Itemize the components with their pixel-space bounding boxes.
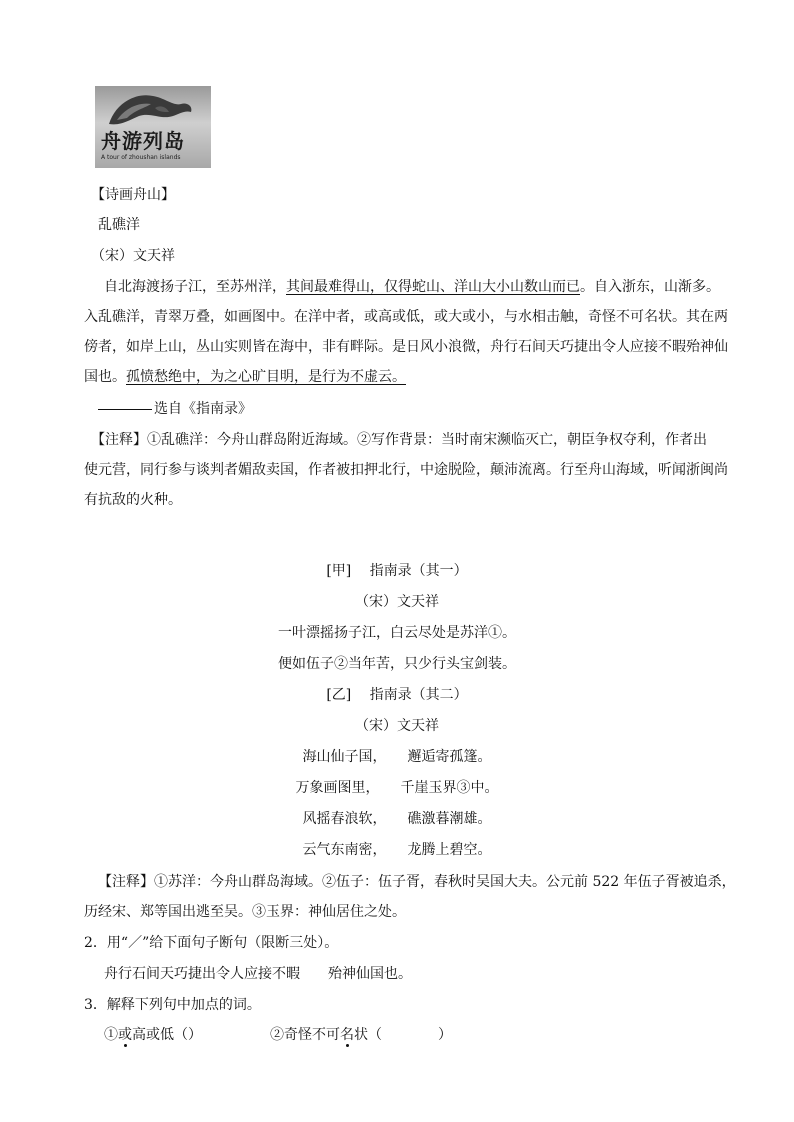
poem-yi-title: [乙] 指南录（其二）	[326, 687, 468, 703]
q3-item2-dotted-word: 名	[340, 1027, 354, 1043]
section-header: 【诗画舟山】	[91, 187, 175, 203]
poem1-line4	[84, 366, 406, 388]
note1-line1: 【注释】①乱礁洋：今舟山群岛附近海域。②写作背景：当时南宋濒临灭亡，朝臣争权夺利，作者出	[91, 432, 707, 448]
logo-subtitle: A tour of zhoushan islands	[101, 154, 181, 161]
poem-yi-line2: 万象画图里， 千崖玉界③中。	[295, 780, 499, 796]
poem-jia-line2: 便如伍子②当年苦，只少行头宝剑装。	[278, 656, 516, 672]
question2-sentence: 舟行石间天巧捷出令人应接不暇 殆神仙国也。	[104, 966, 412, 982]
q3-item1-pre: ①	[104, 1027, 118, 1043]
poem1-source-text: 选自《指南录》	[154, 401, 252, 417]
poem-yi-line3: 风摇春浪软， 礁激暮潮雄。	[302, 811, 492, 827]
poem1-line1-b: 。自入浙东，山渐多。	[580, 279, 720, 295]
poem-yi-author: （宋）文天祥	[355, 718, 439, 734]
note1-line3: 有抗敌的火种。	[84, 492, 182, 508]
logo-title: 舟游列岛	[101, 129, 185, 153]
poem1-title: 乱礁洋	[98, 217, 140, 233]
poem-jia-title: [甲] 指南录（其一）	[326, 563, 468, 579]
question3-item2	[270, 1024, 452, 1046]
poem1-line2: 入乱礁洋，青翠万叠，如画图中。在洋中者，或高或低，或大或小，与水相击触，奇怪不可名状。其在两	[84, 309, 728, 325]
poem-jia-line1: 一叶漂摇扬子江，白云尽处是苏洋①。	[278, 625, 516, 641]
question2-prompt: 2．用“／”给下面句子断句（限断三处）。	[84, 935, 339, 951]
poem-jia-author: （宋）文天祥	[355, 594, 439, 610]
q3-item1-dotted-word: 或	[118, 1027, 132, 1043]
q3-item2-post: 状（ ）	[354, 1027, 452, 1043]
poem1-line1	[104, 276, 720, 298]
poem-yi-line4: 云气东南密， 龙腾上碧空。	[302, 842, 492, 858]
source-blank[interactable]	[98, 408, 152, 410]
poem1-line3: 傍者，如岸上山，丛山实则皆在海中，非有畔际。是日风小浪微，舟行石间天巧捷出令人应接不暇殆神仙	[84, 339, 728, 355]
question3-prompt: 3．解释下列句中加点的词。	[84, 997, 261, 1013]
poem-yi-line1: 海山仙子国， 邂逅寄孤篷。	[302, 749, 492, 765]
zhoushan-logo-image	[95, 86, 211, 168]
q3-item2-pre: ②奇怪不可	[270, 1027, 340, 1043]
poem1-line1-underlined: 其间最难得山，仅得蛇山、洋山大小山数山而已	[286, 279, 580, 295]
question3-item1	[104, 1024, 202, 1046]
poem1-line1-a: 自北海渡扬子江，至苏州洋，	[104, 279, 286, 295]
poem1-author: （宋）文天祥	[91, 248, 175, 264]
note2-line2: 历经宋、郑等国出逃至吴。③玉界：神仙居住之处。	[84, 904, 406, 920]
q3-item1-post: 高或低（）	[132, 1027, 202, 1043]
poem1-line4-underlined: 孤愤愁绝中，为之心旷目明，是行为不虚云。	[126, 369, 406, 385]
poem1-line4-a: 国也。	[84, 369, 126, 385]
note2-line1: 【注释】①苏洋：今舟山群岛海域。②伍子：伍子胥，春秋时吴国大夫。公元前 522 年伍子胥被追杀，	[98, 874, 736, 890]
note1-line2: 使元营，同行参与谈判者媚敌卖国，作者被扣押北行，中途脱险，颠沛流离。行至舟山海域，听闻浙闽尚	[84, 462, 728, 478]
poem1-source	[98, 398, 252, 420]
